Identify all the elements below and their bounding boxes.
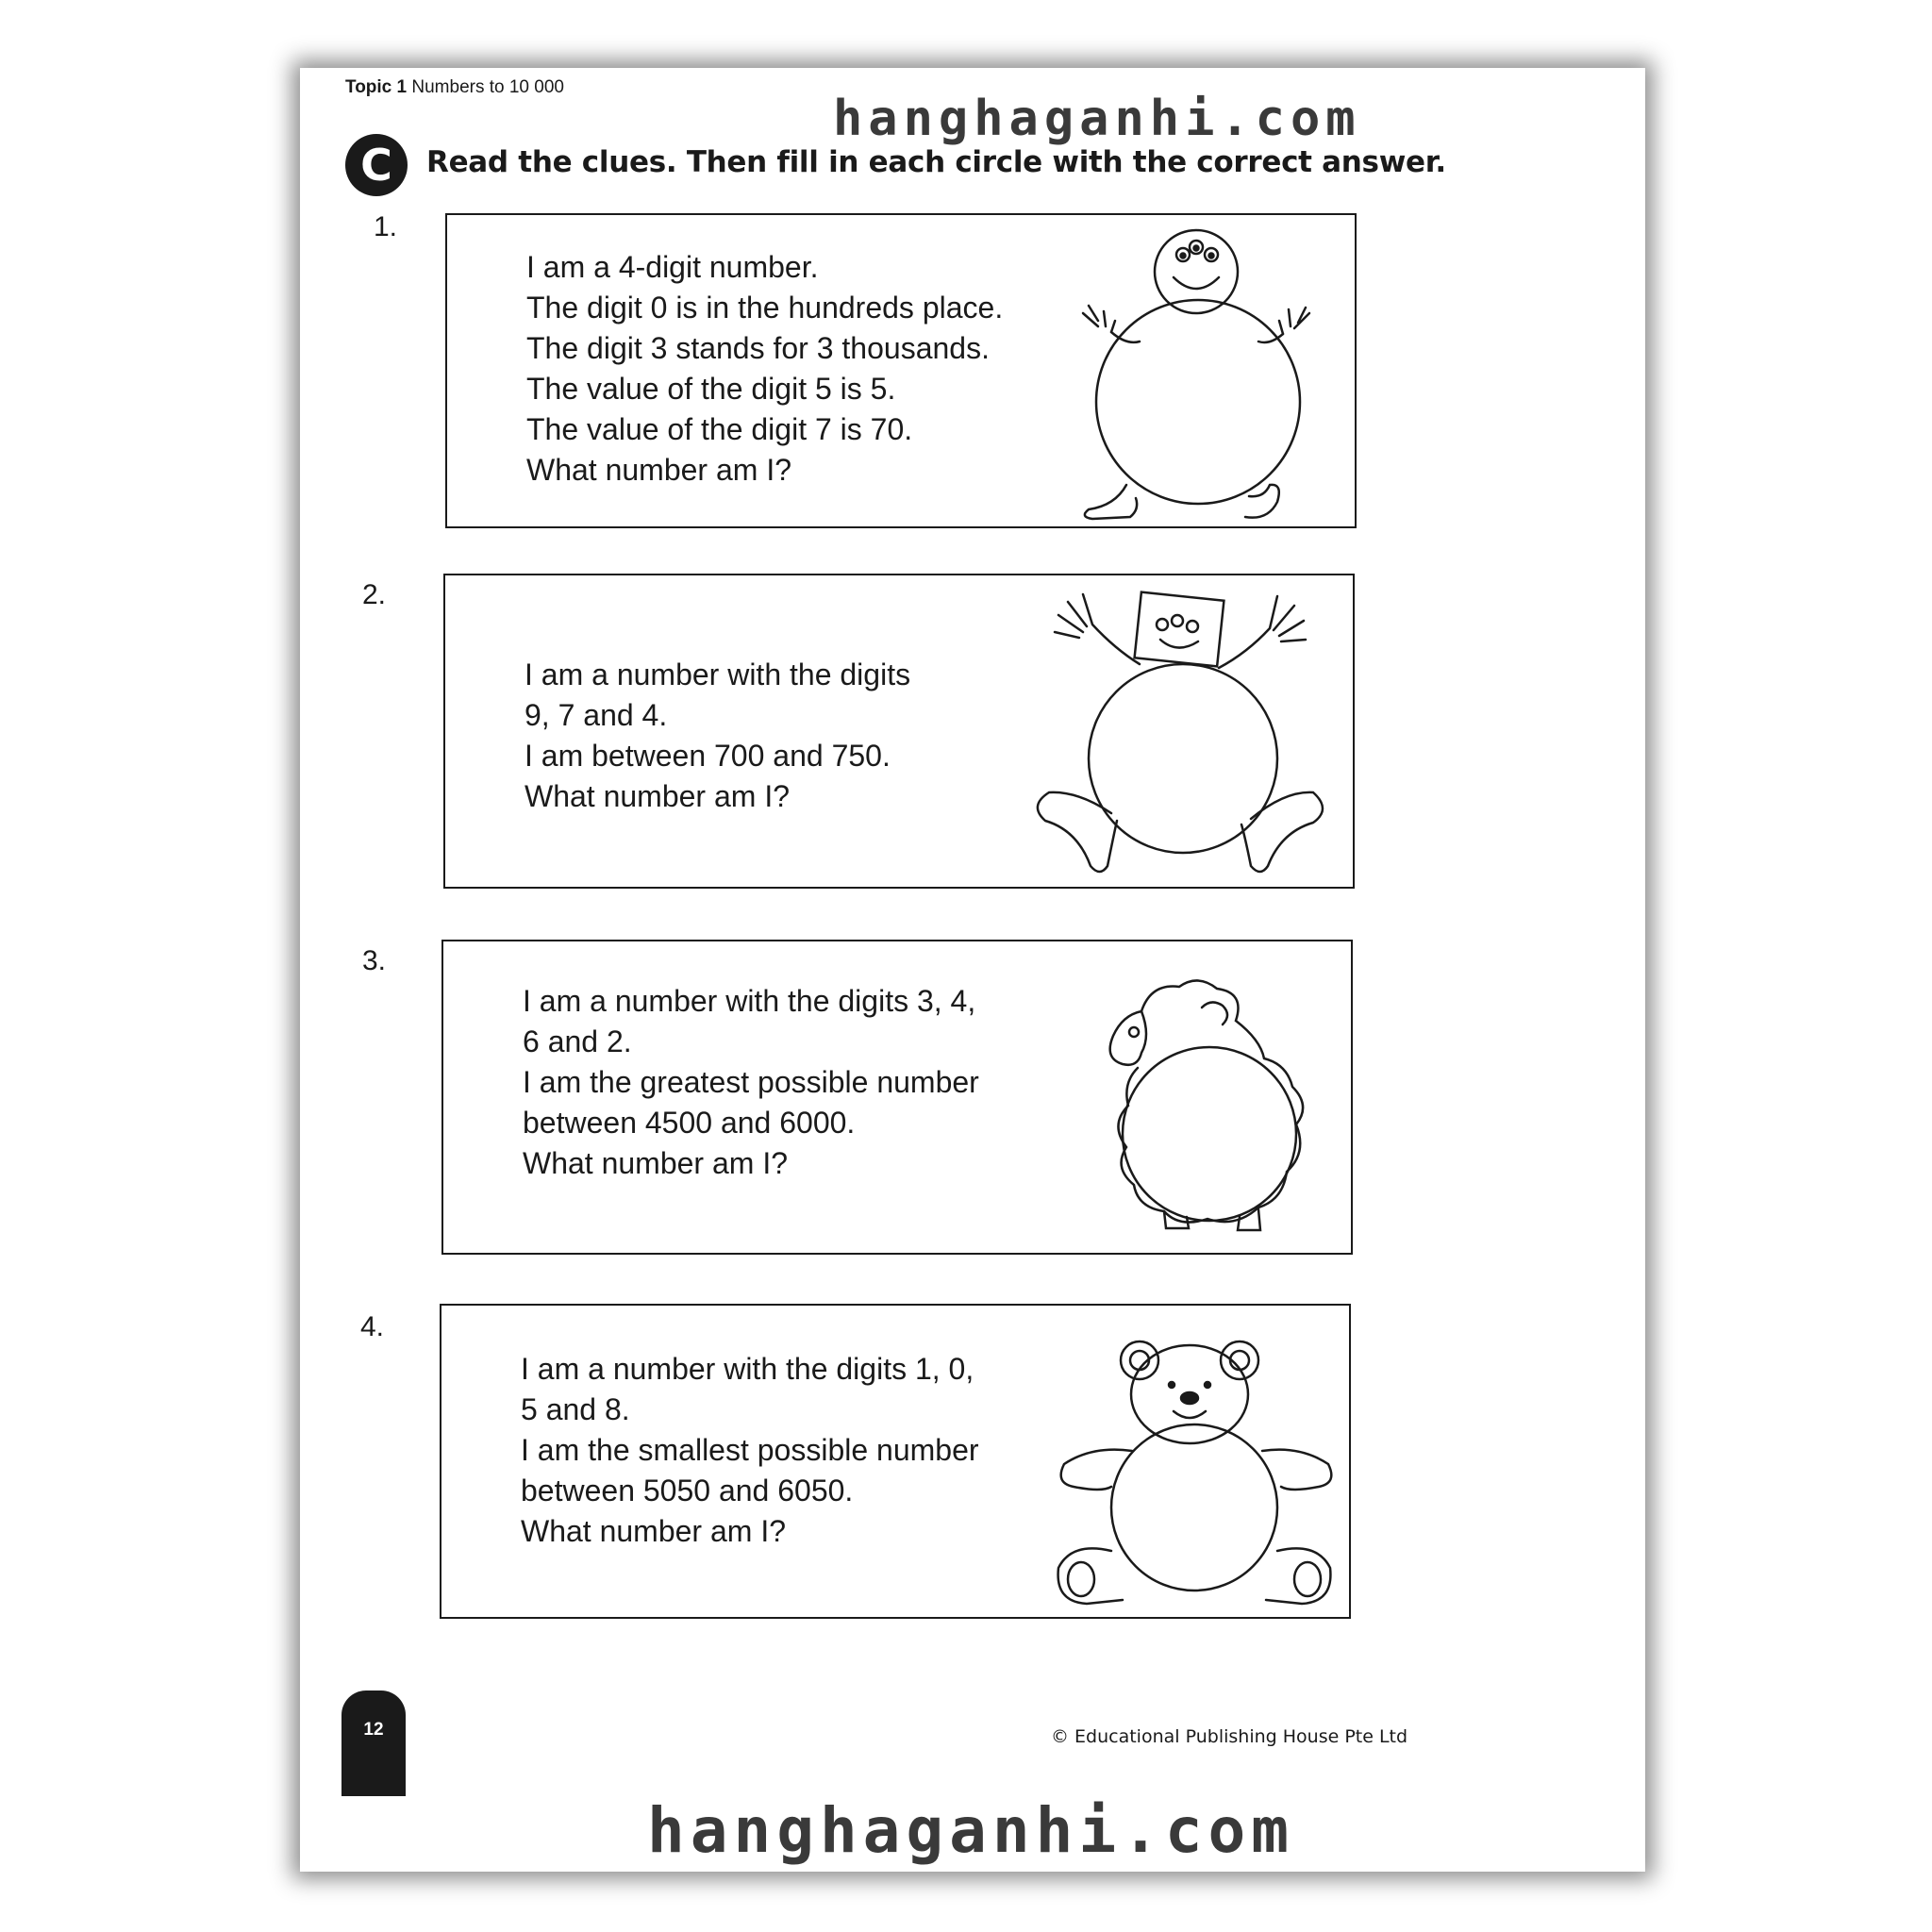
question-4-clue: I am a number with the digits 1, 0, (521, 1352, 974, 1386)
question-4-box (440, 1304, 1351, 1619)
question-2-clue: I am between 700 and 750. (525, 739, 891, 773)
worksheet-page (300, 68, 1645, 1872)
question-1-clues (526, 247, 1003, 491)
question-4-clue: What number am I? (521, 1514, 786, 1548)
question-4-clues (521, 1349, 979, 1552)
section-badge: C (345, 134, 408, 196)
sheep-icon (1085, 974, 1349, 1247)
section-instruction: Read the clues. Then fill in each circle with the correct answer. (426, 145, 1446, 179)
topic-title: Numbers to 10 000 (411, 77, 564, 97)
answer-circle[interactable] (1096, 300, 1300, 504)
question-3-clues (523, 981, 979, 1184)
watermark-bottom: hanghaganhi.com (647, 1794, 1295, 1867)
question-2-clue: 9, 7 and 4. (525, 698, 668, 732)
page-number-tab: 12 (341, 1690, 406, 1796)
question-1-clue: I am a 4-digit number. (526, 250, 819, 284)
box-head-creature-icon (1021, 583, 1341, 885)
copyright-notice: © Educational Publishing House Pte Ltd (1051, 1726, 1408, 1747)
question-3-clue: I am the greatest possible number (523, 1065, 979, 1099)
question-2-box (443, 574, 1355, 889)
watermark-top: hanghaganhi.com (833, 91, 1361, 147)
question-1-number: 1. (374, 211, 398, 242)
question-1-clue: The digit 0 is in the hundreds place. (526, 291, 1004, 325)
topic-header (345, 77, 564, 98)
question-2-clues (525, 655, 910, 817)
question-3-clue: between 4500 and 6000. (523, 1106, 856, 1140)
question-4-clue: 5 and 8. (521, 1392, 630, 1426)
answer-circle[interactable] (1123, 1047, 1296, 1221)
question-1-box (445, 213, 1357, 528)
question-1-clue: The value of the digit 5 is 5. (526, 372, 896, 406)
question-3-clue: I am a number with the digits 3, 4, (523, 984, 976, 1018)
question-4-clue: I am the smallest possible number (521, 1433, 979, 1467)
question-3-clue: 6 and 2. (523, 1024, 632, 1058)
question-3-number: 3. (362, 945, 387, 976)
teddy-bear-icon (1055, 1332, 1338, 1615)
question-4-number: 4. (360, 1311, 385, 1342)
question-3-box (441, 940, 1353, 1255)
question-2-clue: What number am I? (525, 779, 790, 813)
smiley-creature-icon (1070, 223, 1343, 525)
question-1-clue: What number am I? (526, 453, 791, 487)
question-2-clue: I am a number with the digits (525, 658, 911, 691)
answer-circle[interactable] (1111, 1424, 1277, 1591)
topic-label: Topic 1 (345, 77, 408, 97)
question-2-number: 2. (362, 579, 387, 610)
question-4-clue: between 5050 and 6050. (521, 1474, 854, 1507)
question-3-clue: What number am I? (523, 1146, 788, 1180)
question-1-clue: The digit 3 stands for 3 thousands. (526, 331, 990, 365)
question-1-clue: The value of the digit 7 is 70. (526, 412, 913, 446)
